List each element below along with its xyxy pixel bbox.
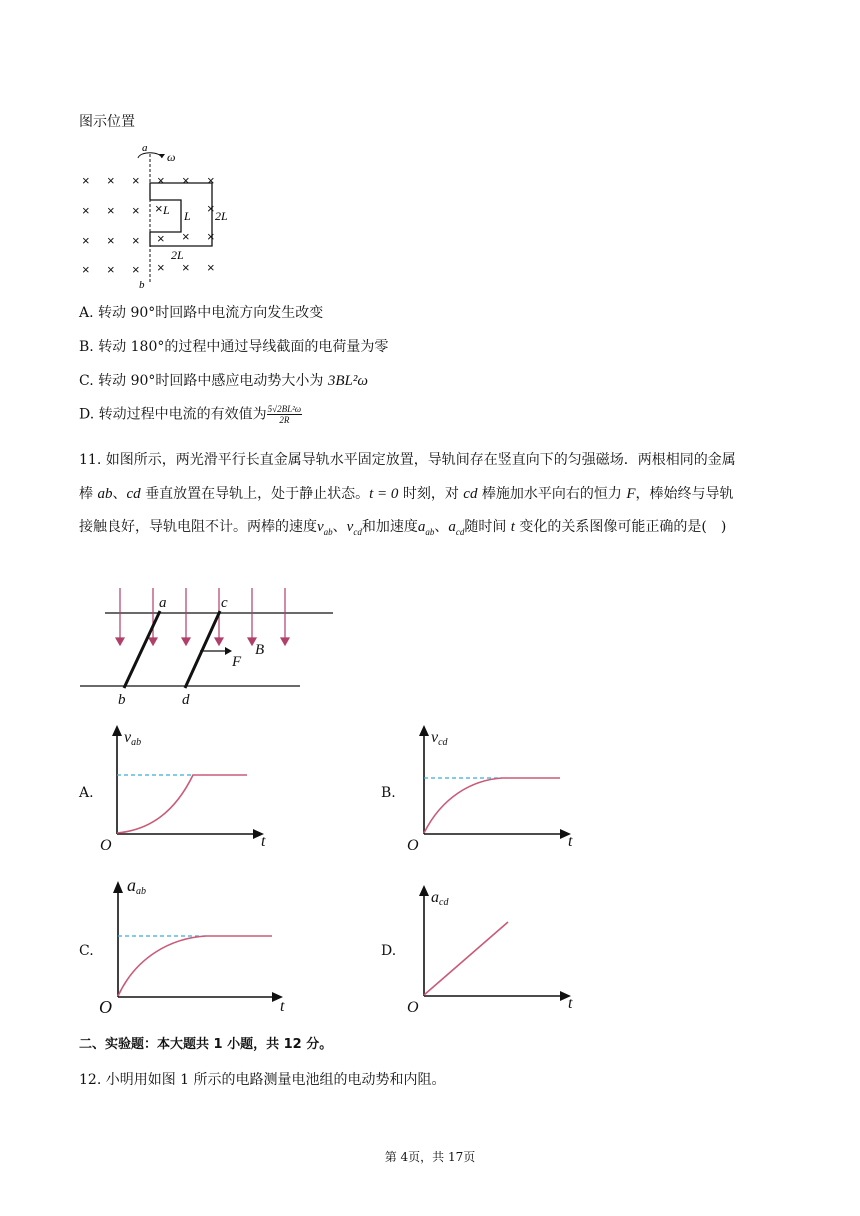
svg-text:×: ×	[132, 203, 140, 218]
svg-text:×: ×	[132, 262, 140, 277]
svg-text:×: ×	[82, 203, 90, 218]
svg-text:×: ×	[107, 173, 115, 188]
svg-text:×: ×	[157, 173, 165, 188]
svg-text:×: ×	[207, 201, 215, 216]
q11-line1: 11. 如图所示，两光滑平行长直金属导轨水平固定放置，导轨间存在竖直向下的匀强磁场．两根相同的金属	[79, 452, 736, 468]
rails-figure	[75, 585, 340, 710]
label-B: B	[255, 642, 265, 658]
svg-text:×: ×	[132, 173, 140, 188]
label-2L-bottom: 2L	[171, 248, 184, 262]
svg-text:×: ×	[132, 233, 140, 248]
q11-line2: 棒 ab、cd 垂直放置在导轨上，处于静止状态。t = 0 时刻，对 cd 棒施加水平向右的恒力 F，棒始终与导轨	[79, 486, 734, 502]
svg-text:×: ×	[107, 233, 115, 248]
option-b-label: B.	[381, 785, 396, 801]
figure-caption: 图示位置	[79, 114, 135, 130]
svg-text:×: ×	[157, 231, 165, 246]
rod-cd	[185, 611, 220, 688]
option-d-label: D.	[381, 943, 397, 959]
option-d-text: D. 转动过程中电流的有效值为	[79, 406, 267, 423]
axis-label-b: b	[139, 279, 145, 291]
label-d: d	[182, 692, 190, 708]
omega-label: ω	[167, 150, 176, 164]
svg-text:×: ×	[157, 260, 165, 275]
x-axis-label: t	[261, 833, 266, 850]
svg-text:×: ×	[182, 260, 190, 275]
graph-d	[402, 880, 582, 1015]
option-c-math: 3BL²ω	[327, 373, 368, 389]
graph-b	[402, 722, 582, 857]
q11-line3: 接触良好，导轨电阻不计。两棒的速度$v_{ab}$、$v_{cd}$和加速度$a_{ab}$、$a_{cd}$随时间 t 变化的关系图像可能正确的是( )	[79, 519, 727, 537]
label-2L-right: 2L	[215, 209, 228, 223]
q12-text: 12. 小明用如图 1 所示的电路测量电池组的电动势和内阻。	[79, 1072, 446, 1088]
x-axis-label: t	[280, 998, 285, 1015]
origin-label: O	[407, 837, 419, 854]
y-axis-label: vab	[124, 729, 142, 748]
svg-text:×: ×	[182, 173, 190, 188]
svg-text:×: ×	[207, 173, 215, 188]
option-a-label: A.	[79, 785, 94, 801]
curve	[424, 922, 508, 995]
label-L-inner: L	[163, 203, 170, 217]
x-axis-label: t	[568, 833, 573, 850]
rotating-coil-figure	[70, 140, 240, 295]
svg-text:×: ×	[82, 262, 90, 277]
svg-text:×: ×	[207, 260, 215, 275]
option-a-text: A. 转动 90°时回路中电流方向发生改变	[79, 305, 324, 321]
curve	[118, 936, 272, 996]
option-c	[79, 372, 368, 390]
x-axis-label: t	[568, 995, 573, 1012]
y-axis-label: vcd	[431, 729, 448, 748]
label-F: F	[232, 654, 242, 670]
rod-ab	[124, 611, 160, 688]
field-cross-marks	[82, 173, 215, 277]
svg-text:×: ×	[107, 203, 115, 218]
section-heading: 二、实验题：本大题共 1 小题，共 12 分。	[79, 1037, 333, 1052]
svg-text:×: ×	[207, 229, 215, 244]
option-d	[79, 404, 302, 425]
y-axis-label: aab	[127, 875, 146, 897]
svg-text:×: ×	[107, 262, 115, 277]
svg-text:×: ×	[82, 173, 90, 188]
axis-label-a: a	[142, 142, 148, 154]
label-a: a	[159, 595, 167, 611]
svg-text:×: ×	[155, 201, 163, 216]
origin-label: O	[100, 837, 112, 854]
y-axis-label: acd	[431, 889, 449, 908]
curve	[424, 778, 560, 833]
option-b-text: B. 转动 180°的过程中通过导线截面的电荷量为零	[79, 339, 389, 355]
graph-a	[95, 722, 275, 857]
page-footer: 第 4页，共 17页	[384, 1150, 476, 1164]
option-d-fraction: $\frac{\text{5√2BL²ω}}{2R}$	[267, 404, 302, 425]
origin-label: O	[99, 997, 112, 1015]
label-c: c	[221, 595, 228, 611]
svg-text:×: ×	[82, 233, 90, 248]
label-b: b	[118, 692, 126, 708]
origin-label: O	[407, 999, 419, 1015]
label-L-side: L	[184, 209, 191, 223]
field-arrows	[116, 588, 289, 645]
curve	[117, 775, 247, 833]
option-c-text: C. 转动 90°时回路中感应电动势大小为	[79, 373, 324, 389]
option-c-label: C.	[79, 943, 94, 959]
graph-c	[96, 875, 296, 1015]
svg-text:×: ×	[182, 229, 190, 244]
